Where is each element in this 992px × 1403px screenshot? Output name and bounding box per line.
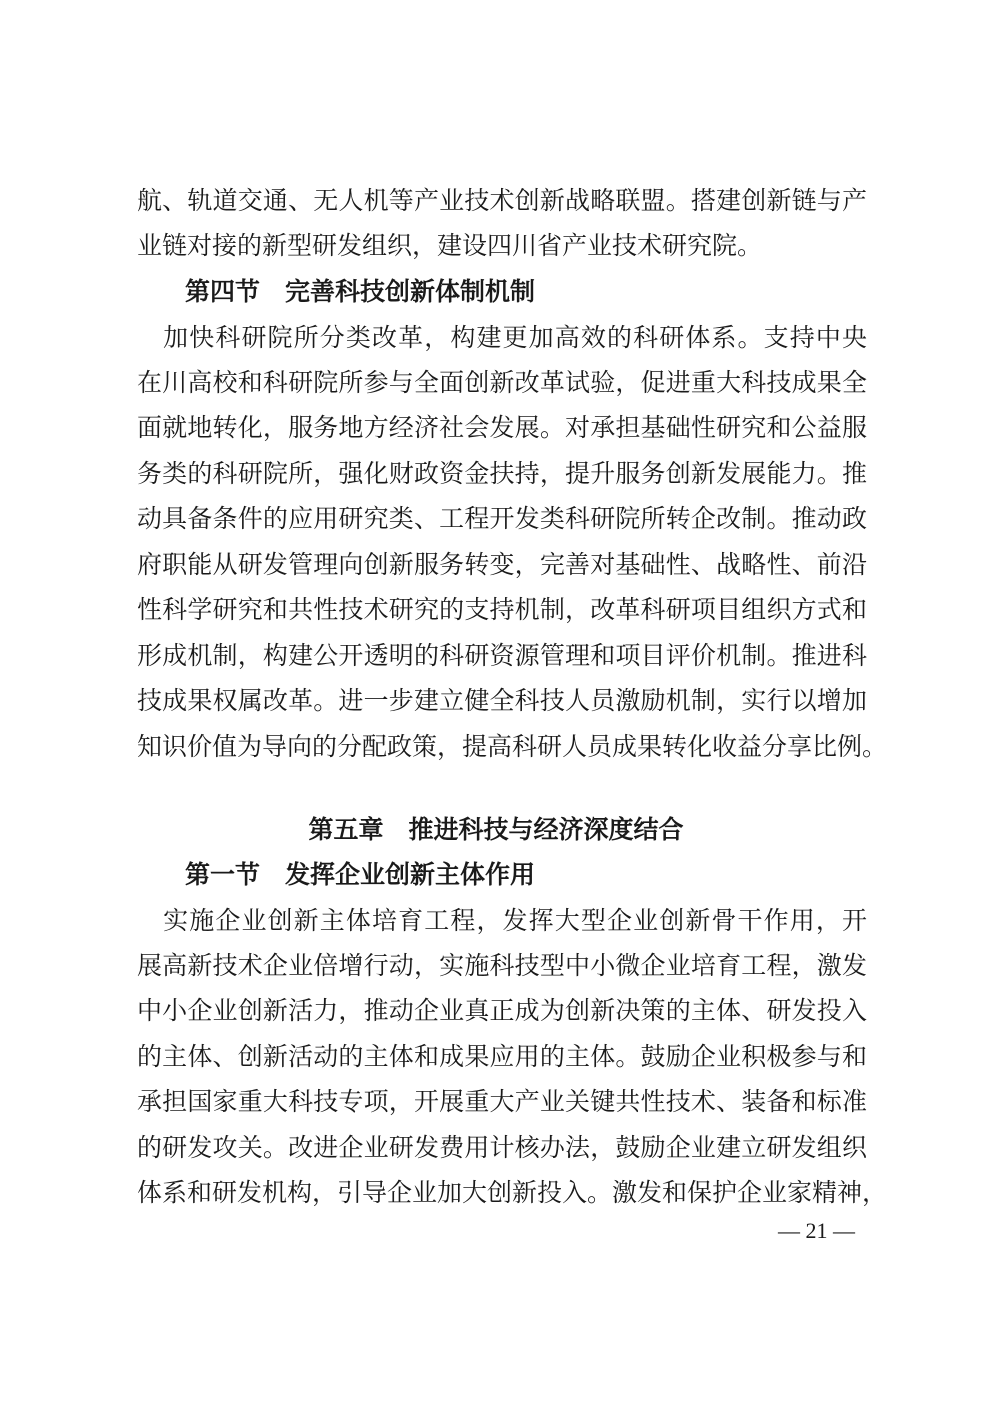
paragraph-line: 知识价值为导向的分配政策，提高科研人员成果转化收益分享比例。	[137, 732, 888, 761]
paragraph-line: 加快科研院所分类改革，构建更加高效的科研体系。支持中央	[137, 323, 867, 352]
paragraph-line: 在川高校和科研院所参与全面创新改革试验，促进重大科技成果全	[137, 368, 867, 397]
paragraph-line: 府职能从研发管理向创新服务转变，完善对基础性、战略性、前沿	[137, 550, 867, 579]
paragraph-line: 承担国家重大科技专项，开展重大产业关键共性技术、装备和标准	[137, 1087, 867, 1116]
paragraph-line: 的主体、创新活动的主体和成果应用的主体。鼓励企业积极参与和	[137, 1042, 867, 1071]
page-number: — 21 —	[778, 1218, 855, 1243]
paragraph-line: 性科学研究和共性技术研究的支持机制，改革科研项目组织方式和	[137, 595, 867, 624]
paragraph-line: 业链对接的新型研发组织，建设四川省产业技术研究院。	[137, 231, 763, 260]
paragraph-line: 形成机制，构建公开透明的科研资源管理和项目评价机制。推进科	[137, 641, 867, 670]
paragraph-line: 面就地转化，服务地方经济社会发展。对承担基础性研究和公益服	[137, 413, 867, 442]
paragraph-line: 展高新技术企业倍增行动，实施科技型中小微企业培育工程，激发	[137, 951, 867, 980]
paragraph-line: 体系和研发机构，引导企业加大创新投入。激发和保护企业家精神，	[137, 1178, 888, 1207]
paragraph-line: 中小企业创新活力，推动企业真正成为创新决策的主体、研发投入	[137, 996, 867, 1025]
paragraph-line: 实施企业创新主体培育工程，发挥大型企业创新骨干作用，开	[137, 906, 867, 935]
section-heading: 第四节 完善科技创新体制机制	[185, 277, 536, 306]
paragraph-line: 的研发攻关。改进企业研发费用计核办法，鼓励企业建立研发组织	[137, 1133, 867, 1162]
chapter-heading: 第五章 推进科技与经济深度结合	[308, 815, 684, 844]
section-heading: 第一节 发挥企业创新主体作用	[185, 860, 536, 889]
paragraph-line: 动具备条件的应用研究类、工程开发类科研院所转企改制。推动政	[137, 504, 867, 533]
paragraph-line: 技成果权属改革。进一步建立健全科技人员激励机制，实行以增加	[137, 686, 867, 715]
paragraph-line: 航、轨道交通、无人机等产业技术创新战略联盟。搭建创新链与产	[137, 186, 867, 215]
paragraph-line: 务类的科研院所，强化财政资金扶持，提升服务创新发展能力。推	[137, 459, 867, 488]
